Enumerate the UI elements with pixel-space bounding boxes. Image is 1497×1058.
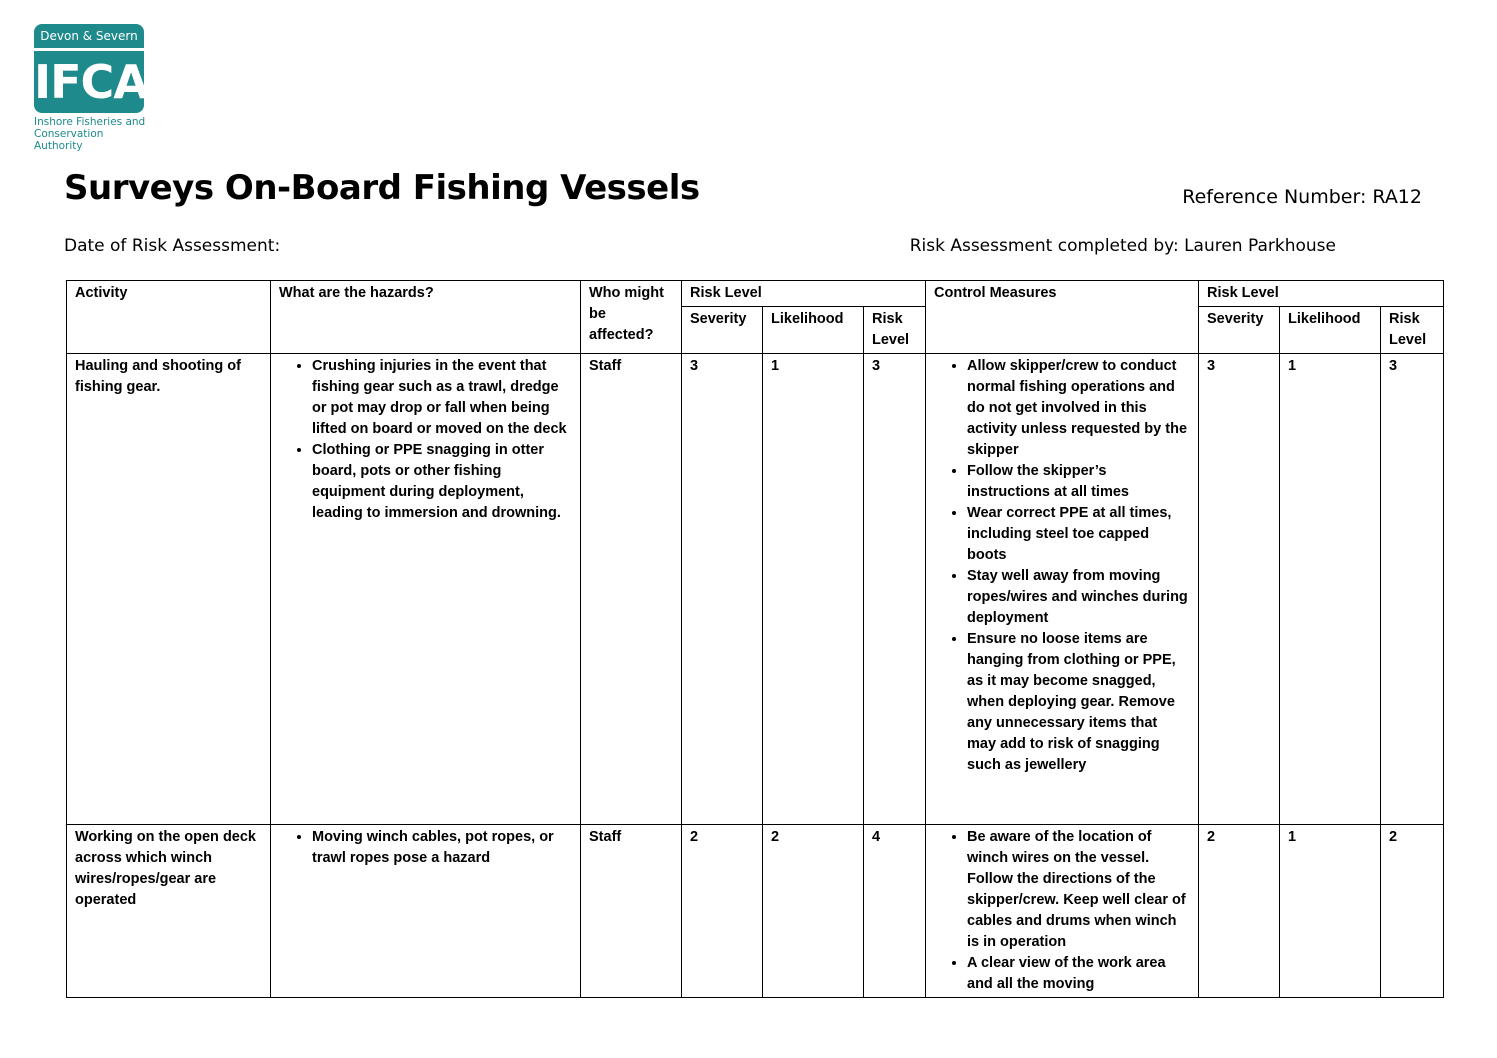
header-control-measures: Control Measures (926, 281, 1199, 354)
residual-severity-cell: 3 (1199, 354, 1280, 825)
table-row (67, 825, 1444, 998)
header-risk-level-group: Risk Level (682, 281, 926, 307)
completed-by: Risk Assessment completed by: Lauren Parkhouse (909, 236, 1336, 256)
control-item: • A clear view of the work area and all the moving (967, 953, 1190, 995)
residual-likelihood-cell: 1 (1280, 825, 1381, 998)
controls-cell (926, 825, 1199, 998)
header-residual-likelihood: Likelihood (1280, 307, 1381, 354)
logo-banner: Devon & Severn (34, 24, 144, 48)
header-residual-risk-group: Risk Level (1199, 281, 1444, 307)
header-likelihood: Likelihood (763, 307, 864, 354)
severity-cell: 3 (682, 354, 763, 825)
activity-cell: Working on the open deck across which winch wires/ropes/gear are operated (67, 825, 271, 998)
who-cell: Staff (581, 354, 682, 825)
header-activity: Activity (67, 281, 271, 354)
control-item: • Wear correct PPE at all times, including steel toe capped boots (967, 503, 1190, 566)
residual-severity-cell: 2 (1199, 825, 1280, 998)
controls-cell (926, 354, 1199, 825)
header-residual-severity: Severity (1199, 307, 1280, 354)
logo-subtitle-line1: Inshore Fisheries and (34, 116, 146, 128)
risk-assessment-table (66, 280, 1444, 998)
residual-risk-cell: 3 (1381, 354, 1444, 825)
hazard-item: • Crushing injuries in the event that fishing gear such as a trawl, dredge or pot may drop or fall when being lifted on board or moved on the deck (312, 356, 572, 440)
header-hazards: What are the hazards? (271, 281, 581, 354)
activity-cell: Hauling and shooting of fishing gear. (67, 354, 271, 825)
header-severity: Severity (682, 307, 763, 354)
header-residual-risk-level: Risk Level (1381, 307, 1444, 354)
likelihood-cell: 1 (763, 354, 864, 825)
residual-likelihood-cell: 1 (1280, 354, 1381, 825)
hazard-item: • Clothing or PPE snagging in otter board, pots or other fishing equipment during deployment, leading to immersion and drowning. (312, 440, 572, 524)
hazard-item: • Moving winch cables, pot ropes, or trawl ropes pose a hazard (312, 827, 572, 869)
risk-cell: 3 (864, 354, 926, 825)
hazards-cell (271, 354, 581, 825)
ifca-logo (34, 24, 148, 152)
control-item: • Be aware of the location of winch wires on the vessel. Follow the directions of the skipper/crew. Keep well clear of cables and drums when winch is in operation (967, 827, 1190, 953)
likelihood-cell: 2 (763, 825, 864, 998)
control-item: • Ensure no loose items are hanging from clothing or PPE, as it may become snagged, when deploying gear. Remove any unnecessary items that may add to risk of snagging such as jewellery (967, 629, 1190, 776)
logo-subtitle (34, 116, 148, 152)
severity-cell: 2 (682, 825, 763, 998)
control-item: • Allow skipper/crew to conduct normal fishing operations and do not get involved in this activity unless requested by the skipper (967, 356, 1190, 461)
hazards-cell (271, 825, 581, 998)
logo-subtitle-line2: Conservation Authority (34, 128, 104, 152)
header-who: Who might be affected? (581, 281, 682, 354)
risk-cell: 4 (864, 825, 926, 998)
page-title: Surveys On-Board Fishing Vessels (64, 168, 700, 208)
header-risk-level: Risk Level (864, 307, 926, 354)
who-cell: Staff (581, 825, 682, 998)
logo-mark: IFCA (34, 51, 144, 113)
reference-number: Reference Number: RA12 (1182, 186, 1422, 208)
table-row (67, 354, 1444, 825)
date-label: Date of Risk Assessment: (64, 236, 281, 256)
residual-risk-cell: 2 (1381, 825, 1444, 998)
control-item: • Follow the skipper’s instructions at all times (967, 461, 1190, 503)
control-item: • Stay well away from moving ropes/wires and winches during deployment (967, 566, 1190, 629)
